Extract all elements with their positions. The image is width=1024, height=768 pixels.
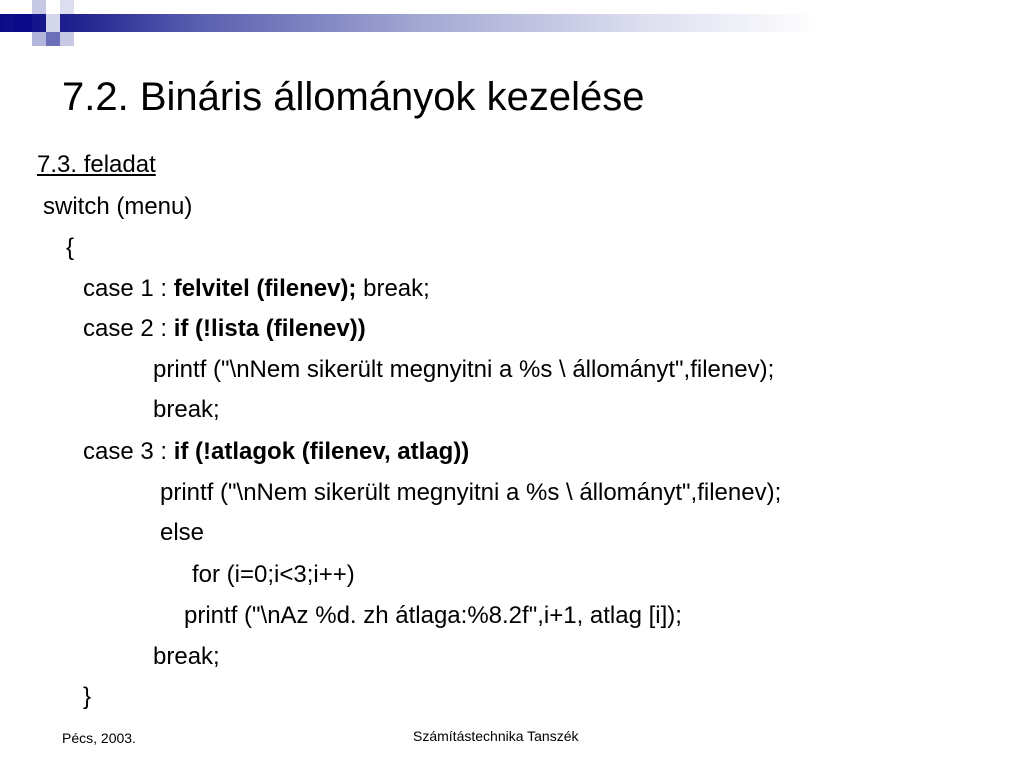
- decor-square-light: [46, 14, 60, 32]
- decor-square-mid: [46, 32, 60, 46]
- code-line-break1: [153, 395, 220, 425]
- decor-square-dark: [14, 14, 32, 32]
- slide-title: 7.2. Bináris állományok kezelése: [62, 75, 645, 119]
- code-text: else: [160, 519, 205, 546]
- footer-department: Számítástechnika Tanszék: [413, 728, 579, 744]
- code-keyword-call: if (!atlagok (filenev, atlag)): [173, 438, 470, 465]
- decor-square-light: [60, 32, 74, 46]
- code-text: break;: [153, 643, 220, 670]
- code-text: case 2 :: [83, 315, 174, 342]
- code-line-printf2: [160, 478, 781, 508]
- header-gradient-bar: [0, 14, 1024, 32]
- code-text: for (i=0;i<3;i++): [192, 561, 355, 588]
- code-keyword-call: if (!lista (filenev)): [173, 315, 366, 342]
- code-text: printf ("\nNem sikerült megnyitni a %s \ állományt",filenev);: [153, 356, 775, 383]
- code-text: switch (menu): [43, 193, 193, 220]
- code-keyword-call: felvitel (filenev);: [173, 275, 357, 302]
- code-line-case3: [83, 437, 469, 467]
- code-text: printf ("\nNem sikerült megnyitni a %s \ állományt",filenev);: [160, 479, 782, 506]
- code-line-else: [160, 518, 204, 548]
- code-text: {: [66, 234, 75, 261]
- decor-square-light: [60, 0, 74, 14]
- code-line-case2: [83, 314, 366, 344]
- code-line-break2: [153, 642, 220, 672]
- code-text: break;: [153, 396, 220, 423]
- decor-square-light: [32, 0, 46, 14]
- code-line-case1: [83, 274, 430, 304]
- code-text: break;: [356, 275, 430, 302]
- code-text: case 3 :: [83, 438, 174, 465]
- decor-square-light: [32, 32, 46, 46]
- code-line-switch: [43, 192, 192, 222]
- footer-place-date: Pécs, 2003.: [62, 730, 136, 746]
- task-subtitle: 7.3. feladat: [37, 151, 156, 178]
- code-line-printf3: [184, 601, 682, 631]
- code-text: case 1 :: [83, 275, 174, 302]
- code-line-open-brace: [66, 233, 74, 263]
- code-line-for: [192, 560, 355, 590]
- code-line-close-brace: [83, 682, 91, 712]
- code-line-printf1: [153, 355, 774, 385]
- code-text: }: [83, 683, 92, 710]
- code-text: printf ("\nAz %d. zh átlaga:%8.2f",i+1, atlag [i]);: [184, 602, 682, 629]
